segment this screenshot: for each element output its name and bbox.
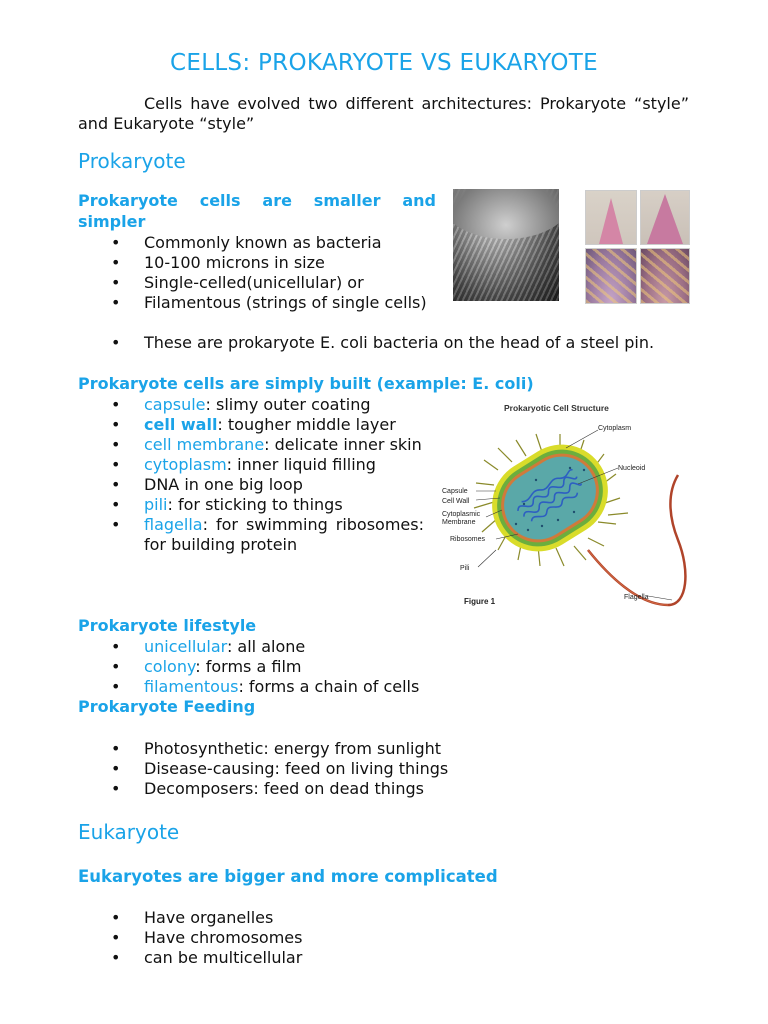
bullet-icon: • (111, 415, 121, 434)
pin-photo-2 (640, 190, 690, 245)
prokaryote-simply-built-heading: Prokaryote cells are simply built (example: E. coli) (78, 374, 534, 393)
label-capsule: Capsule (442, 488, 468, 495)
list-item: • colony: forms a film (111, 657, 302, 676)
eukaryote-bigger-heading: Eukaryotes are bigger and more complicated (78, 867, 498, 886)
eukaryote-heading: Eukaryote (78, 820, 180, 844)
pin-photo-1 (585, 190, 637, 245)
label-cell-wall: Cell Wall (442, 498, 470, 505)
label-ribosomes: Ribosomes (450, 536, 486, 543)
diagram-title: Prokaryotic Cell Structure (504, 403, 609, 413)
label-cytoplasmic: Cytoplasmic (442, 511, 481, 518)
bullet-icon: • (111, 475, 121, 494)
bullet-icon: • (111, 677, 121, 696)
list-item: • Have organelles (111, 908, 274, 927)
list-item: • capsule: slimy outer coating (111, 395, 371, 414)
prokaryote-pin-list (78, 333, 689, 353)
list-item: • Disease-causing: feed on living things (111, 759, 449, 778)
bullet-icon: • (111, 637, 121, 656)
bullet-icon: • (111, 395, 121, 414)
list-item: • Single-celled(unicellular) or (111, 273, 364, 292)
prokaryote-lifestyle-list (78, 637, 689, 697)
bullet-icon: • (111, 908, 121, 927)
prokaryote-smaller-list (78, 233, 436, 313)
label-nucleoid: Nucleoid (618, 465, 646, 472)
bullet-icon: • (111, 759, 121, 778)
page-title: CELLS: PROKARYOTE VS EUKARYOTE (170, 50, 598, 76)
list-item: • unicellular: all alone (111, 637, 306, 656)
prokaryote-heading: Prokaryote (78, 149, 186, 173)
pin-photo-3 (585, 248, 637, 304)
bullet-icon: • (111, 253, 121, 272)
bullet-icon: • (111, 455, 121, 474)
list-item: • Photosynthetic: energy from sunlight (111, 739, 442, 758)
prokaryotic-cell-diagram (438, 400, 692, 610)
list-item: • pili: for sticking to things (111, 495, 343, 514)
intro-paragraph (78, 94, 689, 134)
label-membrane: Membrane (442, 519, 476, 526)
list-item: • Filamentous (strings of single cells) (111, 293, 427, 312)
list-item: • cell wall: tougher middle layer (111, 415, 396, 434)
eukaryote-list (78, 908, 689, 968)
list-item: • flagella: for swimming ribosomes: for building protein (111, 515, 424, 554)
figure-caption: Figure 1 (464, 597, 496, 606)
bullet-icon: • (111, 657, 121, 676)
label-cytoplasm: Cytoplasm (598, 425, 632, 432)
list-item: • filamentous: forms a chain of cells (111, 677, 420, 696)
list-item: • Commonly known as bacteria (111, 233, 382, 252)
list-item: • 10-100 microns in size (111, 253, 325, 272)
label-flagella: Flagella (624, 594, 649, 601)
prokaryote-structure-list (78, 395, 424, 555)
bullet-icon: • (111, 435, 121, 454)
prokaryote-smaller-simpler-heading: Prokaryote cells are smaller and simpler (78, 191, 436, 231)
sem-pin-photo (453, 189, 559, 301)
prokaryote-feeding-list (78, 739, 689, 799)
list-item: • cytoplasm: inner liquid filling (111, 455, 376, 474)
bullet-icon: • (111, 495, 121, 514)
list-item: • cell membrane: delicate inner skin (111, 435, 422, 454)
prokaryote-feeding-heading: Prokaryote Feeding (78, 697, 256, 716)
bullet-icon: • (111, 928, 121, 947)
bullet-icon: • (111, 233, 121, 252)
bullet-icon: • (111, 515, 121, 534)
bullet-icon: • (111, 333, 121, 352)
bullet-icon: • (111, 293, 121, 312)
bullet-icon: • (111, 273, 121, 292)
prokaryote-lifestyle-heading: Prokaryote lifestyle (78, 616, 257, 635)
pin-photo-4 (640, 248, 690, 304)
label-pili: Pili (460, 565, 470, 572)
bullet-icon: • (111, 948, 121, 967)
list-item: • DNA in one big loop (111, 475, 303, 494)
list-item: • can be multicellular (111, 948, 303, 967)
list-item: • These are prokaryote E. coli bacteria on the head of a steel pin. (111, 333, 655, 352)
bullet-icon: • (111, 779, 121, 798)
bullet-icon: • (111, 739, 121, 758)
list-item: • Have chromosomes (111, 928, 303, 947)
intro-text: Cells have evolved two different architectures: Prokaryote “style” and Eukaryote “style” (78, 94, 689, 133)
list-item: • Decomposers: feed on dead things (111, 779, 424, 798)
